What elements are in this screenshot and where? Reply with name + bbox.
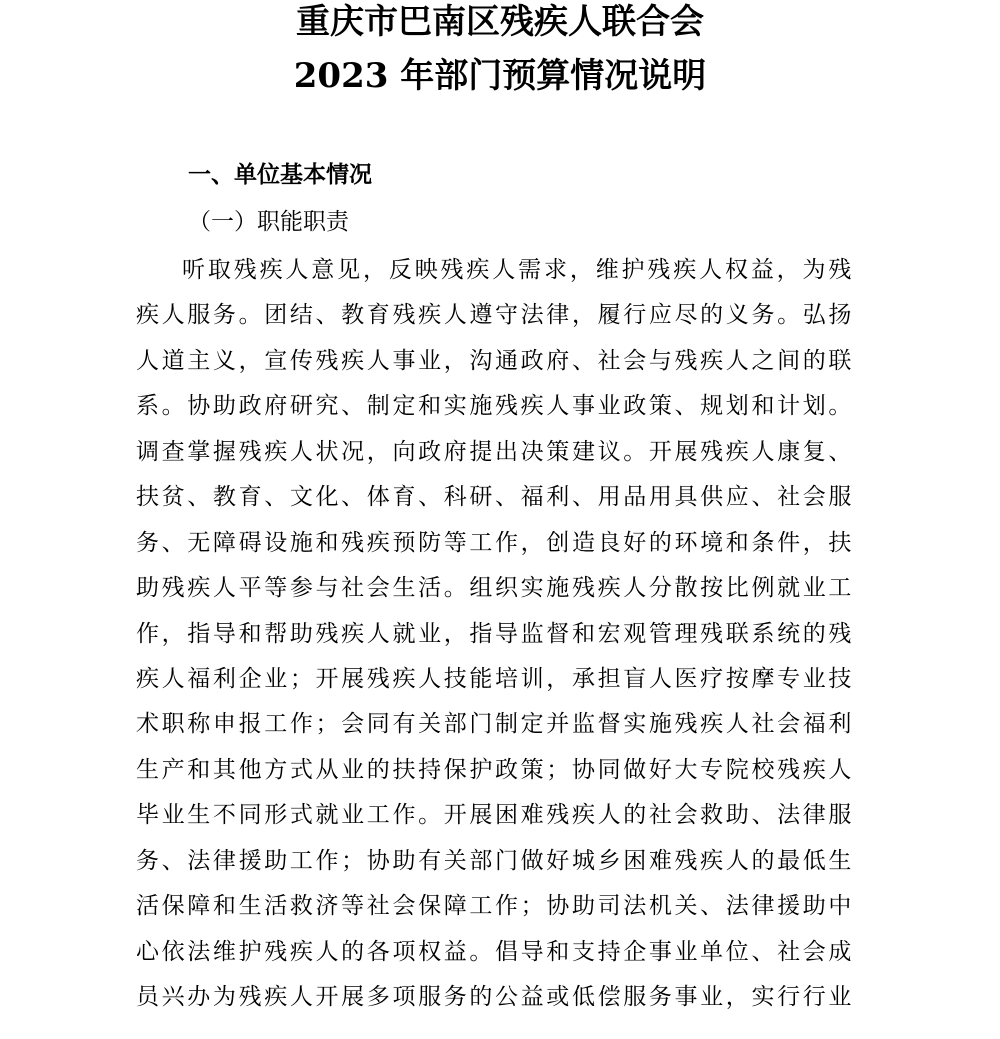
paragraph-line: 员兴办为残疾人开展多项服务的公益或低偿服务事业，实行行业 bbox=[136, 984, 852, 1010]
paragraph-line: 毕业生不同形式就业工作。开展困难残疾人的社会救助、法律服 bbox=[136, 802, 852, 829]
paragraph-line: 疾人服务。团结、教育残疾人遵守法律，履行应尽的义务。弘扬 bbox=[136, 302, 852, 329]
paragraph-line: 心依法维护残疾人的各项权益。倡导和支持企事业单位、社会成 bbox=[136, 938, 852, 965]
body-paragraph bbox=[136, 248, 852, 1020]
document-title-line-1: 重庆市巴南区残疾人联合会 bbox=[296, 2, 704, 42]
paragraph-line: 人道主义，宣传残疾人事业，沟通政府、社会与残疾人之间的联 bbox=[136, 347, 852, 374]
document-title-line-2: 2023 年部门预算情况说明 bbox=[293, 56, 707, 96]
paragraph-line: 听取残疾人意见，反映残疾人需求，维护残疾人权益，为残 bbox=[182, 257, 852, 283]
subsection-heading: （一）职能职责 bbox=[188, 209, 349, 235]
paragraph-line: 活保障和生活救济等社会保障工作；协助司法机关、法律援助中 bbox=[136, 893, 852, 920]
paragraph-line: 扶贫、教育、文化、体育、科研、福利、用品用具供应、社会服 bbox=[136, 484, 852, 511]
paragraph-line: 助残疾人平等参与社会生活。组织实施残疾人分散按比例就业工 bbox=[136, 575, 852, 602]
paragraph-line: 系。协助政府研究、制定和实施残疾人事业政策、规划和计划。 bbox=[136, 393, 852, 420]
paragraph-line: 务、法律援助工作；协助有关部门做好城乡困难残疾人的最低生 bbox=[136, 847, 852, 874]
paragraph-line: 调查掌握残疾人状况，向政府提出决策建议。开展残疾人康复、 bbox=[136, 438, 852, 465]
paragraph-line: 术职称申报工作；会同有关部门制定并监督实施残疾人社会福利 bbox=[136, 711, 852, 738]
paragraph-line: 疾人福利企业；开展残疾人技能培训，承担盲人医疗按摩专业技 bbox=[136, 665, 852, 692]
section-heading: 一、单位基本情况 bbox=[188, 162, 372, 188]
paragraph-line: 务、无障碍设施和残疾预防等工作，创造良好的环境和条件，扶 bbox=[136, 529, 852, 556]
paragraph-line: 生产和其他方式从业的扶持保护政策；协同做好大专院校残疾人 bbox=[136, 756, 852, 783]
paragraph-line: 作，指导和帮助残疾人就业，指导监督和宏观管理残联系统的残 bbox=[136, 620, 852, 647]
